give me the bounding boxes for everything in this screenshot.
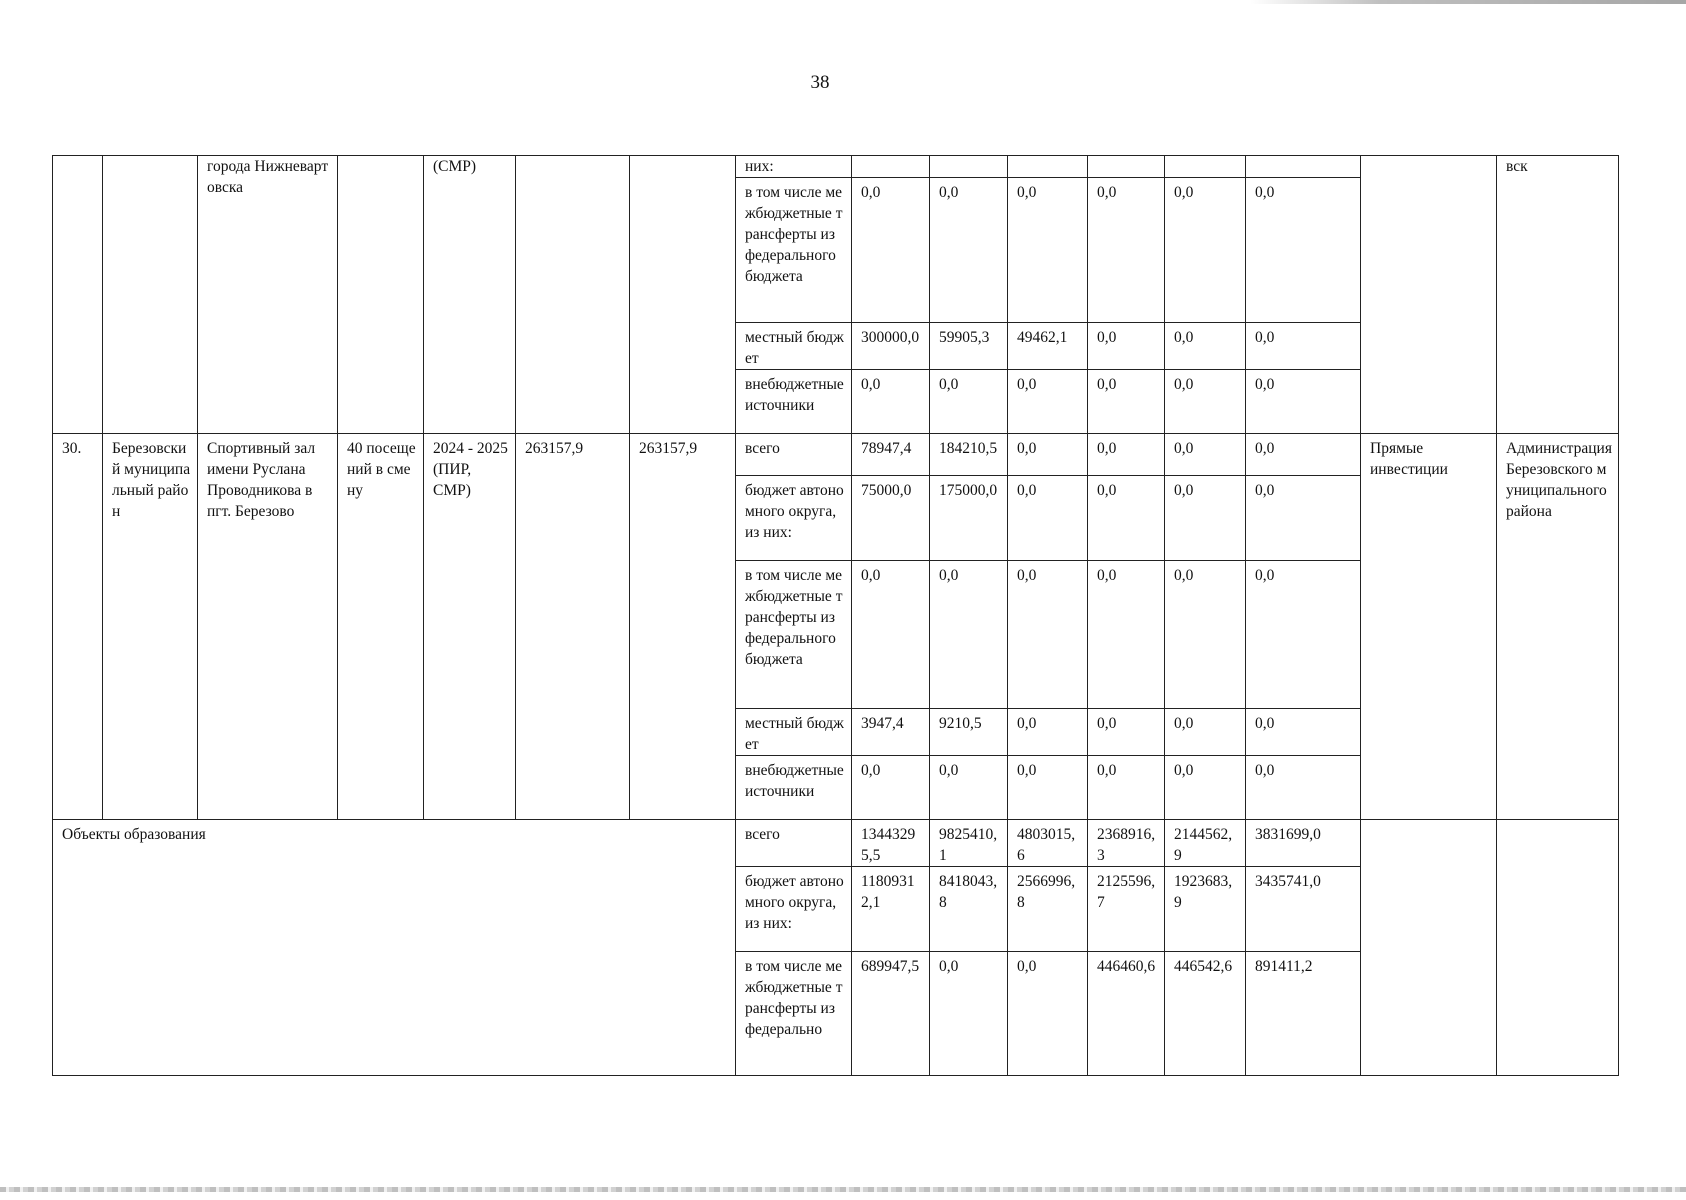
cell-value [1088, 156, 1165, 178]
cell-value: 0,0 [1165, 323, 1246, 370]
cell-value: 4803015,6 [1008, 820, 1088, 867]
cell-remaining-cost [630, 156, 736, 434]
cell-source: них: [736, 156, 852, 178]
cell-value: 2144562,9 [1165, 820, 1246, 867]
cell-value: 0,0 [1088, 756, 1165, 820]
cell-value: 0,0 [1088, 178, 1165, 323]
cell-value: 75000,0 [852, 476, 930, 561]
cell-value [1246, 156, 1361, 178]
cell-estimated-cost [516, 156, 630, 434]
cell-value [852, 156, 930, 178]
cell-value: 0,0 [1165, 370, 1246, 434]
cell-value: 891411,2 [1246, 952, 1361, 1076]
cell-value: 0,0 [1008, 178, 1088, 323]
cell-value: 3831699,0 [1246, 820, 1361, 867]
cell-capacity: 40 посещений в смену [338, 434, 424, 820]
cell-source: в том числе межбюджетные трансферты из федерального бюджета [736, 178, 852, 323]
cell-value: 689947,5 [852, 952, 930, 1076]
cell-value [930, 156, 1008, 178]
cell-value: 2125596,7 [1088, 867, 1165, 952]
cell-value: 0,0 [930, 561, 1008, 709]
cell-value: 0,0 [1246, 323, 1361, 370]
cell-value: 0,0 [1088, 709, 1165, 756]
cell-mechanism: Прямые инвестиции [1361, 434, 1497, 820]
cell-source: местный бюджет [736, 709, 852, 756]
cell-value: 2368916,3 [1088, 820, 1165, 867]
cell-value: 0,0 [1246, 709, 1361, 756]
cell-value: 0,0 [930, 178, 1008, 323]
cell-value: 300000,0 [852, 323, 930, 370]
cell-value: 446542,6 [1165, 952, 1246, 1076]
cell-value: 59905,3 [930, 323, 1008, 370]
page-number: 38 [810, 72, 830, 93]
cell-value: 0,0 [852, 561, 930, 709]
cell-value: 0,0 [1165, 561, 1246, 709]
cell-value: 0,0 [930, 756, 1008, 820]
cell-source: в том числе межбюджетные трансферты из федерально [736, 952, 852, 1076]
cell-value: 0,0 [1008, 952, 1088, 1076]
cell-object-name: города Нижневартовска [198, 156, 338, 434]
cell-value: 0,0 [930, 952, 1008, 1076]
cell-value [1008, 156, 1088, 178]
cell-value: 0,0 [1008, 370, 1088, 434]
cell-value: 9825410,1 [930, 820, 1008, 867]
cell-value: 0,0 [1165, 756, 1246, 820]
cell-value: 0,0 [1088, 323, 1165, 370]
cell-value: 78947,4 [852, 434, 930, 476]
cell-value: 0,0 [1165, 434, 1246, 476]
cell-value: 0,0 [1246, 370, 1361, 434]
cell-value: 13443295,5 [852, 820, 930, 867]
cell-value: 0,0 [1165, 178, 1246, 323]
cell-value: 0,0 [1088, 476, 1165, 561]
cell-source: бюджет автономного округа, из них: [736, 867, 852, 952]
cell-mechanism [1361, 820, 1497, 1076]
cell-number [53, 156, 103, 434]
scan-edge-bottom [0, 1187, 1686, 1192]
cell-remaining-cost: 263157,9 [630, 434, 736, 820]
cell-value: 0,0 [930, 370, 1008, 434]
table-row [53, 820, 1619, 867]
cell-value: 0,0 [1246, 561, 1361, 709]
section-title: Объекты образования [53, 820, 736, 1076]
cell-value: 0,0 [1088, 370, 1165, 434]
cell-value: 0,0 [1088, 434, 1165, 476]
cell-value: 9210,5 [930, 709, 1008, 756]
cell-number: 30. [53, 434, 103, 820]
cell-executor: Администрация Березовского муниципального района [1497, 434, 1619, 820]
cell-value: 0,0 [1165, 476, 1246, 561]
cell-value: 0,0 [852, 370, 930, 434]
cell-value: 0,0 [1165, 709, 1246, 756]
cell-period: (СМР) [424, 156, 516, 434]
cell-value: 0,0 [1246, 756, 1361, 820]
cell-value: 0,0 [852, 178, 930, 323]
cell-source: всего [736, 434, 852, 476]
cell-value: 0,0 [1088, 561, 1165, 709]
cell-value: 0,0 [1008, 476, 1088, 561]
cell-estimated-cost: 263157,9 [516, 434, 630, 820]
cell-value: 0,0 [1008, 709, 1088, 756]
cell-value: 184210,5 [930, 434, 1008, 476]
cell-source: бюджет автономного округа, из них: [736, 476, 852, 561]
cell-municipality [103, 156, 198, 434]
cell-value: 2566996,8 [1008, 867, 1088, 952]
cell-value: 3435741,0 [1246, 867, 1361, 952]
cell-value: 0,0 [1008, 561, 1088, 709]
cell-value: 0,0 [1246, 434, 1361, 476]
cell-value: 3947,4 [852, 709, 930, 756]
cell-value: 0,0 [1008, 756, 1088, 820]
scan-edge-top [1250, 0, 1686, 4]
cell-value: 0,0 [852, 756, 930, 820]
cell-value: 446460,6 [1088, 952, 1165, 1076]
cell-value: 1923683,9 [1165, 867, 1246, 952]
cell-period: 2024 - 2025 (ПИР, СМР) [424, 434, 516, 820]
table-row [53, 434, 1619, 476]
cell-value: 8418043,8 [930, 867, 1008, 952]
cell-capacity [338, 156, 424, 434]
cell-value: 175000,0 [930, 476, 1008, 561]
cell-executor: вск [1497, 156, 1619, 434]
cell-value: 0,0 [1246, 178, 1361, 323]
cell-source: местный бюджет [736, 323, 852, 370]
cell-object-name: Спортивный зал имени Руслана Проводникова в пгт. Березово [198, 434, 338, 820]
cell-mechanism [1361, 156, 1497, 434]
cell-source: внебюджетные источники [736, 756, 852, 820]
cell-value [1165, 156, 1246, 178]
cell-municipality: Березовский муниципальный район [103, 434, 198, 820]
cell-value: 0,0 [1008, 434, 1088, 476]
cell-source: в том числе межбюджетные трансферты из федерального бюджета [736, 561, 852, 709]
cell-value: 0,0 [1246, 476, 1361, 561]
cell-value: 11809312,1 [852, 867, 930, 952]
cell-source: всего [736, 820, 852, 867]
investment-table [52, 155, 1619, 1076]
table-row [53, 156, 1619, 178]
cell-source: внебюджетные источники [736, 370, 852, 434]
cell-value: 49462,1 [1008, 323, 1088, 370]
cell-executor [1497, 820, 1619, 1076]
